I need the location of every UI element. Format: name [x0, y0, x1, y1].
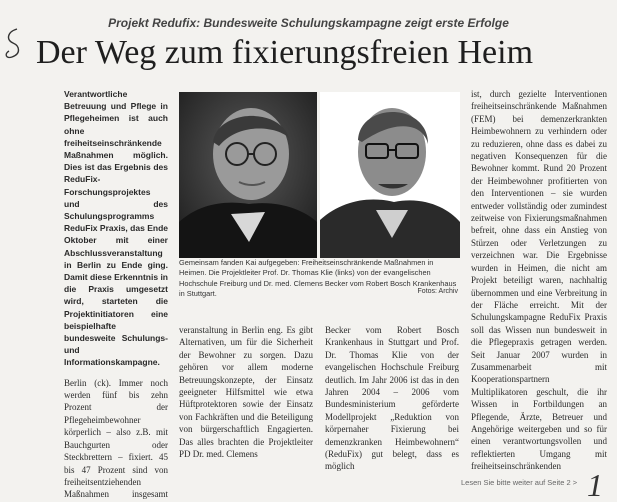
article-column-2 [179, 324, 313, 500]
photo-left [179, 92, 317, 258]
article-column-3 [325, 324, 459, 500]
continued-note: Lesen Sie bitte weiter auf Seite 2 > [461, 478, 578, 487]
article-headline: Der Weg zum fixierungsfreien Heim [36, 34, 534, 71]
column-2-body: veranstaltung in Berlin eng. Es gibt Alternativen, um für die Sicherheit der Bewohner zu sorgen. Dazu gehören vor allem moderne Betreuungskonzepte, der Einsatz geeigneter Hilfsmittel wie etwa Hüftprotektoren sowie der Einsatz von Fachkräften und die Beteiligung von bürgerschaftlich Engagierten. Das alles brachten die Projektleiter PD Dr. med. Clemens [179, 325, 313, 460]
handwritten-mark-icon [3, 26, 25, 60]
article-lead: Verantwortliche Betreuung und Pflege in Pflegeheimen ist auch ohne freiheitseinschränkende Maßnahmen möglich. Dies ist das Ergebnis des ReduFix-Forschungsprojektes und des Schulungsprogramms ReduFix Praxis, das Ende Oktober mit einer Abschlussveranstaltung in Berlin zu Ende ging. Damit diese Erkenntnis in die Praxis umgesetzt wird, starteten die Projektinitiatoren eine beispielhafte bundesweite Schulungs- und Informationskampagne. [64, 89, 168, 368]
column-3-body: Becker vom Robert Bosch Krankenhaus in Stuttgart und Prof. Dr. Thomas Klie von der evangelischen Hochschule Freiburg deutlich. Im Jahr 2006 ist das in den Jahren 2004 – 2006 vom Bundesministerium geförderte Modellprojekt „Reduktion von körpernaher Fixierung bei demenzkranken Heimbewohnern“ (ReduFix) gut belegt, dass es möglich [325, 325, 459, 472]
portrait-left-image [179, 92, 317, 258]
column-4-body: ist, durch gezielte Interventionen freiheitseinschränkende Maßnahmen (FEM) bei demenzerkrankten Heimbewohnern zu verhindern oder zu reduzieren, ohne dass es dabei zu negativen Konsequenzen für die Bewohner kommt. Rund 20 Prozent der Heimbewohner profitierten von den Interventionen – sie wurden entweder vollständig oder zumindest zeitweise von Fixierungsmaßnahmen befreit, ohne dass ein Anstieg von Stürzen oder Verletzungen zu verzeichnen war. Die Ergebnisse wurden in Heimen, die nicht am Projekt beteiligt waren, nachhaltig übernommen und eine Verbreitung in der Fläche erreicht. Mit der Schulungskampagne ReduFix Praxis soll das Wissen nun bundesweit in die Pflegepraxis getragen werden. Seit Januar 2007 wurden in Zusammenarbeit mit Kooperationspartnern Multiplikatoren geschult, die ihr Wissen in Fortbildungen an Pflegende, Ärzte, Betreuer und Angehörige weitergeben und so für einen verantwortungsvollen und reflektierten Umgang mit freiheitseinschränkenden [471, 89, 607, 472]
article-column-1 [64, 88, 168, 500]
article-kicker: Projekt Redufix: Bundesweite Schulungskampagne zeigt erste Erfolge [108, 16, 509, 30]
photo-right [320, 92, 460, 258]
page-number [581, 466, 607, 500]
page-number-text: 1 [587, 467, 603, 500]
column-1-body: Berlin (ck). Immer noch werden fünf bis zehn Prozent der Pflegeheimbewohner körperlich – also z.B. mit Bauchgurten oder Steckbrettern – fixiert. 45 bis 47 Prozent sind von freiheitsentziehenden Maßnahmen insgesamt [64, 377, 168, 500]
portrait-right-image [320, 92, 460, 258]
article-column-4 [471, 88, 607, 472]
photo-credit: Fotos: Archiv [417, 288, 458, 295]
photo-caption: Gemeinsam fanden Kai aufgegeben: Freiheitseinschränkende Maßnahmen in Heimen. Die Projektleiter Prof. Dr. Thomas Klie (links) von der evangelischen Hochschule Freiburg und Dr. med. Clemens Becker vom Robert Bosch Krankenhaus in Stuttgart. [179, 258, 457, 299]
